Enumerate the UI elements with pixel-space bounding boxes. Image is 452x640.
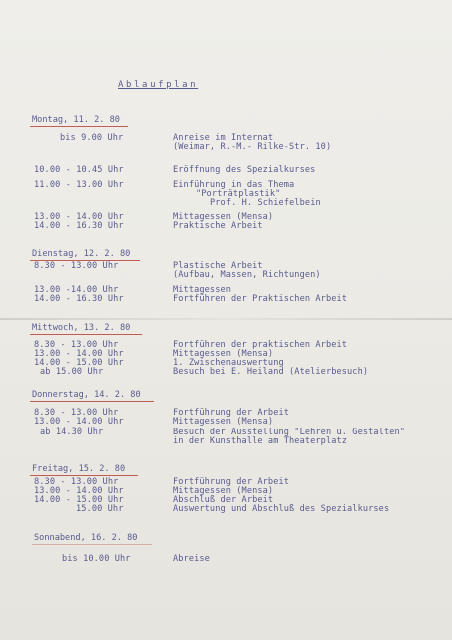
time-label: 10.00 - 10.45 Uhr bbox=[34, 165, 124, 175]
activity-text: Abreise bbox=[173, 554, 210, 564]
activity-text: Mittagessen bbox=[173, 285, 232, 295]
day-heading-thursday: Donnerstag, 14. 2. 80 bbox=[32, 390, 141, 400]
activity-text: Besuch der Ausstellung "Lehren u. Gestalten" bbox=[173, 428, 406, 437]
day-heading-underline bbox=[30, 334, 142, 335]
time-label: 8.30 - 13.00 Uhr bbox=[34, 408, 119, 418]
activity-text: Abschluß der Arbeit bbox=[173, 495, 274, 505]
activity-text: Mittagessen (Mensa) bbox=[173, 417, 274, 427]
time-label: 13.00 -14.00 Uhr bbox=[34, 285, 119, 295]
time-label: 8.30 - 13.00 Uhr bbox=[34, 261, 119, 271]
activity-text: in der Kunsthalle am Theaterplatz bbox=[173, 436, 348, 446]
time-label: 14.00 - 15.00 Uhr bbox=[34, 358, 124, 368]
day-heading-tuesday: Dienstag, 12. 2. 80 bbox=[32, 249, 131, 259]
time-label: 8.30 - 13.00 Uhr bbox=[34, 340, 119, 350]
time-label: 11.00 - 13.00 Uhr bbox=[34, 180, 124, 190]
time-label: 14.00 - 16.30 Uhr bbox=[34, 294, 124, 304]
activity-text: (Weimar, R.-M.- Rilke-Str. 10) bbox=[173, 142, 332, 152]
activity-text: Einführung in das Thema bbox=[173, 180, 295, 190]
time-label: 14.00 - 15.00 Uhr bbox=[34, 495, 124, 505]
time-label: 15.00 Uhr bbox=[76, 504, 124, 514]
activity-text: Eröffnung des Spezialkurses bbox=[173, 165, 316, 175]
activity-text: Prof. H. Schiefelbein bbox=[210, 198, 321, 208]
activity-text: Praktische Arbeit bbox=[173, 221, 263, 231]
time-label: 13.00 - 14.00 Uhr bbox=[34, 349, 124, 359]
activity-text: "Porträtplastik" bbox=[196, 189, 281, 199]
activity-text: Besuch bei E. Heiland (Atelierbesuch) bbox=[173, 367, 369, 377]
activity-text: Auswertung und Abschluß des Spezialkurses bbox=[173, 504, 390, 514]
time-label: 14.00 - 16.30 Uhr bbox=[34, 221, 124, 231]
document-title: Ablaufplan bbox=[118, 80, 199, 90]
time-label: 8.30 - 13.00 Uhr bbox=[34, 477, 119, 487]
day-heading-wednesday: Mittwoch, 13. 2. 80 bbox=[32, 323, 131, 333]
time-label: 13.00 - 14.00 Uhr bbox=[34, 486, 124, 496]
activity-text: Mittagessen (Mensa) bbox=[173, 349, 274, 359]
time-label: 13.00 - 14.00 Uhr bbox=[34, 417, 124, 427]
time-label: 13.00 - 14.00 Uhr bbox=[34, 212, 124, 222]
day-heading-underline bbox=[32, 544, 152, 545]
time-label: bis 10.00 Uhr bbox=[62, 554, 131, 564]
activity-text: Anreise im Internat bbox=[173, 133, 274, 143]
time-label: bis 9.00 Uhr bbox=[60, 133, 124, 143]
day-heading-underline bbox=[30, 401, 154, 402]
activity-text: Fortführung der Arbeit bbox=[173, 477, 290, 487]
day-heading-underline bbox=[30, 126, 128, 127]
activity-text: Fortführen der Praktischen Arbeit bbox=[173, 294, 348, 304]
activity-text: Mittagessen (Mensa) bbox=[173, 486, 274, 496]
day-heading-underline bbox=[30, 475, 138, 476]
paper-fold-line bbox=[0, 318, 452, 320]
activity-text: Fortführung der Arbeit bbox=[173, 408, 290, 418]
day-heading-friday: Freitag, 15. 2. 80 bbox=[32, 464, 126, 474]
time-label: ab 14.30 Uhr bbox=[40, 427, 104, 437]
activity-text: 1. Zwischenauswertung bbox=[173, 358, 284, 368]
activity-text: Fortführen der praktischen Arbeit bbox=[173, 340, 348, 350]
time-label: ab 15.00 Uhr bbox=[40, 367, 104, 377]
day-heading-saturday: Sonnabend, 16. 2. 80 bbox=[34, 533, 138, 543]
day-heading-monday: Montag, 11. 2. 80 bbox=[32, 115, 120, 125]
activity-text: Plastische Arbeit bbox=[173, 261, 263, 271]
activity-text: (Aufbau, Massen, Richtungen) bbox=[173, 270, 321, 280]
activity-text: Mittagessen (Mensa) bbox=[173, 212, 274, 222]
